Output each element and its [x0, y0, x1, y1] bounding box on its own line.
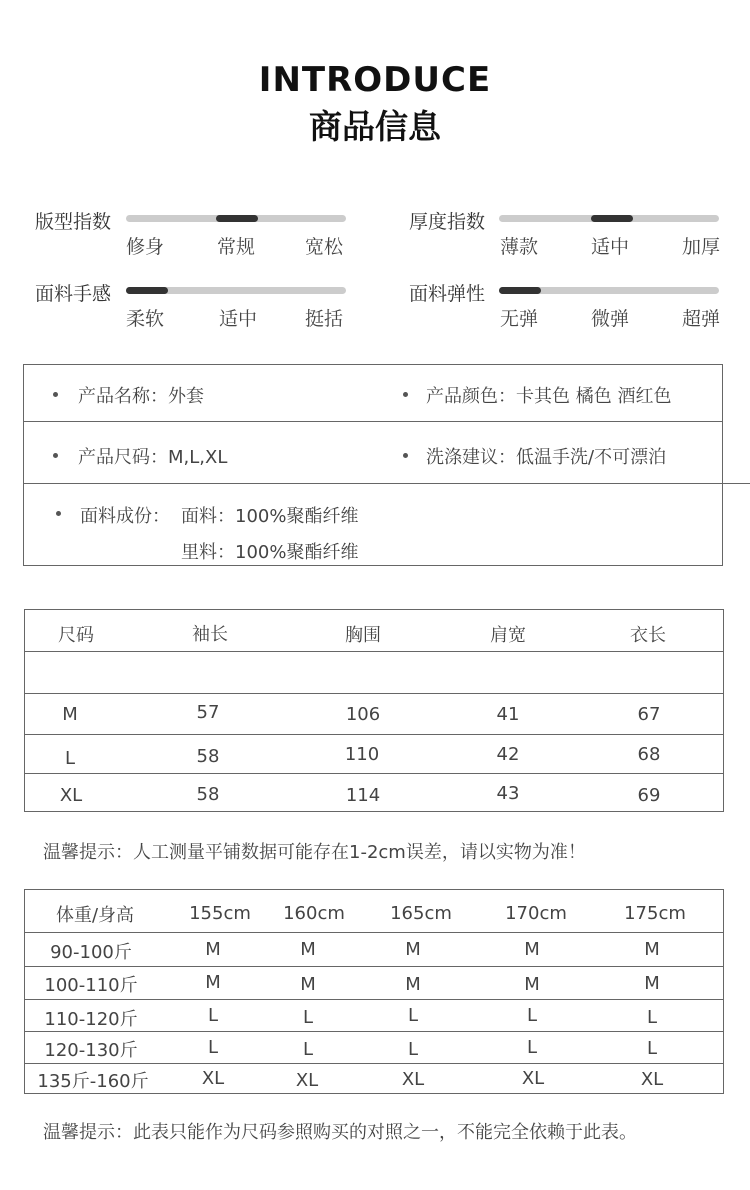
wash-advice: 洗涤建议：低温手洗/不可漂泊 [426, 447, 667, 468]
table-cell: XL [401, 1069, 425, 1090]
table-cell: M [524, 974, 540, 995]
bullet-icon [403, 392, 408, 397]
indicator-option: 加厚 [682, 236, 721, 258]
table-header: 袖长 [192, 624, 228, 645]
table-cell: 41 [496, 704, 520, 725]
indicator-track [499, 215, 719, 222]
table-cell: 58 [196, 746, 220, 767]
title-cn: 商品信息 [309, 107, 441, 146]
table-cell: M [300, 974, 316, 995]
indicator-label: 厚度指数 [409, 211, 486, 233]
fabric-outer: 面料：100%聚酯纤维 [181, 506, 359, 527]
table-cell: XL [640, 1069, 664, 1090]
table-header: 胸围 [345, 625, 381, 646]
indicator-knob [216, 215, 258, 222]
indicator-option: 柔软 [126, 308, 165, 330]
table-header: 肩宽 [490, 625, 526, 646]
product-size: 产品尺码：M,L,XL [78, 447, 228, 468]
product-color: 产品颜色：卡其色 橘色 酒红色 [426, 386, 672, 407]
table-cell: 90-100斤 [50, 942, 132, 963]
table-cell: 110 [344, 744, 380, 765]
table-cell: 135斤-160斤 [37, 1071, 149, 1092]
table-header: 衣长 [630, 625, 666, 646]
divider [23, 483, 750, 484]
table-cell: M [644, 973, 660, 994]
bullet-icon [53, 392, 58, 397]
table-header: 155cm [189, 903, 251, 924]
measurement-note: 温馨提示：人工测量平铺数据可能存在1-2cm误差，请以实物为准！ [43, 842, 586, 863]
table-cell: L [207, 1005, 219, 1026]
table-cell: L [207, 1037, 219, 1058]
table-cell: 43 [496, 783, 520, 804]
indicator-option: 挺括 [305, 308, 344, 330]
table-cell: 58 [196, 784, 220, 805]
table-cell: 114 [345, 785, 381, 806]
table-cell: M [405, 939, 421, 960]
table-cell: M [405, 974, 421, 995]
indicator-option: 微弹 [591, 308, 630, 330]
table-cell: M [205, 972, 221, 993]
table-cell: 120-130斤 [44, 1040, 138, 1061]
table-header: 体重/身高 [55, 905, 135, 926]
table-cell: M [524, 939, 540, 960]
table-cell: XL [59, 785, 83, 806]
table-divider [24, 734, 724, 735]
table-cell: 57 [196, 702, 220, 723]
table-cell: 42 [496, 744, 520, 765]
indicator-option: 适中 [219, 308, 258, 330]
indicator-label: 面料弹性 [409, 283, 486, 305]
table-cell: L [646, 1038, 658, 1059]
table-header: 170cm [505, 903, 567, 924]
table-cell: M [62, 704, 78, 725]
table-cell: 100-110斤 [44, 975, 138, 996]
indicator-option: 修身 [126, 236, 165, 258]
table-header: 175cm [624, 903, 686, 924]
indicator-label: 面料手感 [35, 283, 112, 305]
table-cell: L [526, 1005, 538, 1026]
table-cell: L [526, 1037, 538, 1058]
indicator-track [126, 287, 346, 294]
table-divider [24, 999, 724, 1000]
table-header: 尺码 [58, 625, 94, 646]
indicator-track [126, 215, 346, 222]
table-divider [24, 693, 724, 694]
table-cell: M [300, 939, 316, 960]
table-divider [24, 966, 724, 967]
table-cell: L [302, 1039, 314, 1060]
fabric-label: 面料成份： [80, 506, 170, 527]
table-cell: XL [295, 1070, 319, 1091]
product-name: 产品名称：外套 [78, 386, 204, 407]
table-divider [24, 1063, 724, 1064]
table-cell: 68 [637, 744, 661, 765]
table-cell: L [64, 748, 76, 769]
table-divider [24, 773, 724, 774]
table-cell: L [407, 1005, 419, 1026]
table-cell: 106 [345, 704, 381, 725]
table-divider [24, 1031, 724, 1032]
bullet-icon [56, 511, 61, 516]
table-cell: M [644, 939, 660, 960]
table-cell: XL [521, 1068, 545, 1089]
bullet-icon [53, 453, 58, 458]
table-cell: M [205, 939, 221, 960]
indicator-option: 宽松 [305, 236, 344, 258]
indicator-label: 版型指数 [35, 211, 112, 233]
size-chart-note: 温馨提示：此表只能作为尺码参照购买的对照之一，不能完全依赖于此表。 [43, 1122, 637, 1143]
table-cell: L [302, 1007, 314, 1028]
indicator-knob [499, 287, 541, 294]
indicator-option: 无弹 [500, 308, 539, 330]
table-cell: 69 [637, 785, 661, 806]
bullet-icon [403, 453, 408, 458]
table-divider [24, 932, 724, 933]
table-cell: XL [201, 1068, 225, 1089]
title-en: INTRODUCE [258, 60, 492, 100]
indicator-option: 薄款 [500, 236, 539, 258]
divider [23, 421, 723, 422]
table-divider [24, 651, 724, 652]
table-cell: 67 [637, 704, 661, 725]
indicator-knob [126, 287, 168, 294]
table-cell: L [407, 1039, 419, 1060]
indicator-knob [591, 215, 633, 222]
indicator-option: 适中 [591, 236, 630, 258]
indicator-track [499, 287, 719, 294]
fabric-lining: 里料：100%聚酯纤维 [181, 542, 359, 563]
table-header: 160cm [283, 903, 345, 924]
table-header: 165cm [390, 903, 452, 924]
indicator-option: 常规 [217, 236, 256, 258]
table-cell: 110-120斤 [44, 1009, 138, 1030]
table-cell: L [646, 1007, 658, 1028]
indicator-option: 超弹 [682, 308, 721, 330]
